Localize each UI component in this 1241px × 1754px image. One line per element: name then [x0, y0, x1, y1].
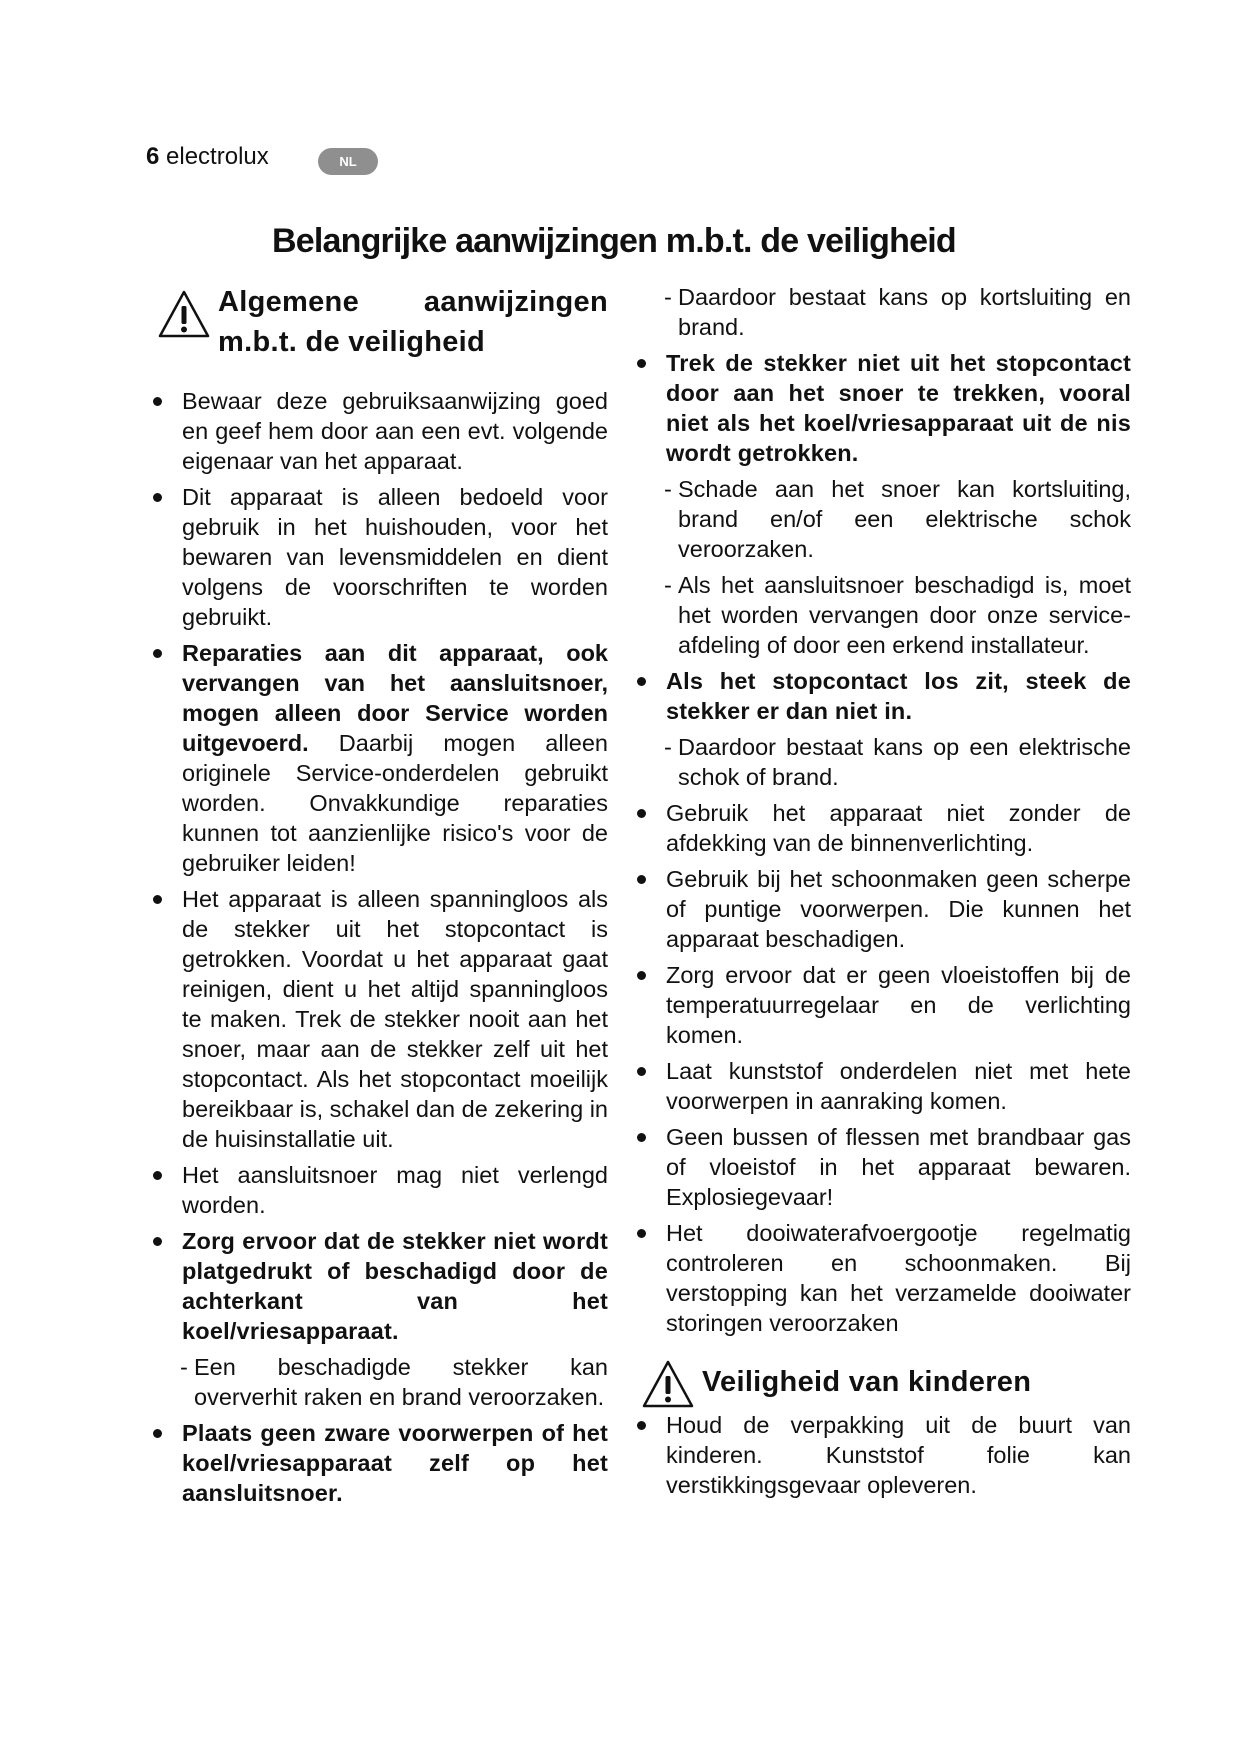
list-subitem: - Daardoor bestaat kans op kortsluiting en brand.: [664, 284, 1131, 340]
list-item: [150, 638, 608, 878]
list-item: Het dooiwaterafvoergootje regelmatig controleren en schoonmaken. Bij verstopping kan het verzamelde dooiwater storingen veroorzaken: [634, 1218, 1131, 1338]
general-safety-list: [150, 386, 608, 1508]
list-subitem: - Schade aan het snoer kan kortsluiting, brand en/of een elektrische schok veroorzaken.: [664, 476, 1131, 562]
list-item: Laat kunststof onderdelen niet met hete voorwerpen in aanraking komen.: [634, 1056, 1131, 1116]
section-title-children: Veiligheid van kinderen: [702, 1366, 1032, 1398]
list-item: Geen bussen of flessen met brandbaar gas of vloeistof in het apparaat bewaren. Explosiegevaar!: [634, 1122, 1131, 1212]
list-item: Plaats geen zware voorwerpen of het koel/vriesapparaat zelf op het aansluitsnoer.: [150, 1418, 608, 1508]
left-column: [150, 282, 608, 1514]
page-number: 6: [146, 143, 160, 170]
list-item: Bewaar deze gebruiksaanwijzing goed en geef hem door aan een evt. volgende eigenaar van het apparaat.: [150, 386, 608, 476]
section-general-safety-heading: [150, 282, 608, 362]
list-subitem-text: Een beschadigde stekker kan oververhit raken en brand veroorzaken.: [194, 1354, 608, 1410]
list-subitem-text: Daardoor bestaat kans op kortsluiting en brand.: [678, 284, 1131, 340]
list-item-text: Daarbij mogen alleen originele Service-onderdelen gebruikt worden. Onvakkundige reparaties kunnen tot aanzienlijke risico's voor de gebruiker leiden!: [182, 730, 608, 876]
list-item: Zorg ervoor dat de stekker niet wordt platgedrukt of beschadigd door de achterkant van het koel/vriesapparaat.: [150, 1226, 608, 1346]
page-header: [146, 142, 269, 172]
warning-triangle-icon: [156, 288, 212, 344]
list-item-bold: Reparaties aan dit apparaat, ook vervangen van het aansluitsnoer, mogen alleen door Service worden uitgevoerd.: [182, 640, 608, 756]
list-item: Als het stopcontact los zit, steek de stekker er dan niet in.: [634, 666, 1131, 726]
right-column: [634, 282, 1131, 1506]
list-subitem-text: Daardoor bestaat kans op een elektrische schok of brand.: [678, 734, 1131, 790]
list-item: Gebruik bij het schoonmaken geen scherpe of puntige voorwerpen. Die kunnen het apparaat beschadigen.: [634, 864, 1131, 954]
list-item: Zorg ervoor dat er geen vloeistoffen bij de temperatuurregelaar en de verlichting komen.: [634, 960, 1131, 1050]
child-safety-list: [634, 1410, 1131, 1500]
list-item: Het apparaat is alleen spanningloos als de stekker uit het stopcontact is getrokken. Voordat u het apparaat gaat reinigen, dient u het altijd spanningloos te maken. Trek de stekker nooit aan het snoer, maar aan de stekker zelf uit het stopcontact. Als het stopcontact moeilijk bereikbaar is, schakel dan de zekering in de huisinstallatie uit.: [150, 884, 608, 1154]
list-item: Trek de stekker niet uit het stopcontact door aan het snoer te trekken, vooral niet als het koel/vriesapparaat uit de nis wordt getrokken.: [634, 348, 1131, 468]
list-item: Het aansluitsnoer mag niet verlengd worden.: [150, 1160, 608, 1220]
list-subitem-text: Als het aansluitsnoer beschadigd is, moet het worden vervangen door onze service-afdeling of door een erkend installateur.: [678, 572, 1131, 658]
brand-name: electrolux: [166, 143, 269, 170]
page-title: Belangrijke aanwijzingen m.b.t. de veiligheid: [272, 222, 956, 260]
warning-triangle-icon: [640, 1358, 696, 1414]
list-subitem-text: Schade aan het snoer kan kortsluiting, brand en/of een elektrische schok veroorzaken.: [678, 476, 1131, 562]
list-item: Houd de verpakking uit de buurt van kinderen. Kunststof folie kan verstikkingsgevaar opleveren.: [634, 1410, 1131, 1500]
list-subitem: - Daardoor bestaat kans op een elektrische schok of brand.: [664, 734, 1131, 790]
general-safety-list-continued: [634, 282, 1131, 1338]
section-child-safety: [634, 1352, 1131, 1500]
list-subitem: - Een beschadigde stekker kan oververhit raken en brand veroorzaken.: [180, 1354, 608, 1410]
list-subitem: - Als het aansluitsnoer beschadigd is, moet het worden vervangen door onze service-afdeling of door een erkend installateur.: [664, 572, 1131, 658]
list-item: Dit apparaat is alleen bedoeld voor gebruik in het huishouden, voor het bewaren van levensmiddelen en dient volgens de voorschriften te worden gebruikt.: [150, 482, 608, 632]
section-title-general: Algemene aanwijzingen m.b.t. de veiligheid: [218, 286, 608, 358]
list-item: Gebruik het apparaat niet zonder de afdekking van de binnenverlichting.: [634, 798, 1131, 858]
language-badge: NL: [318, 148, 378, 175]
section-child-safety-heading: [634, 1352, 1131, 1402]
